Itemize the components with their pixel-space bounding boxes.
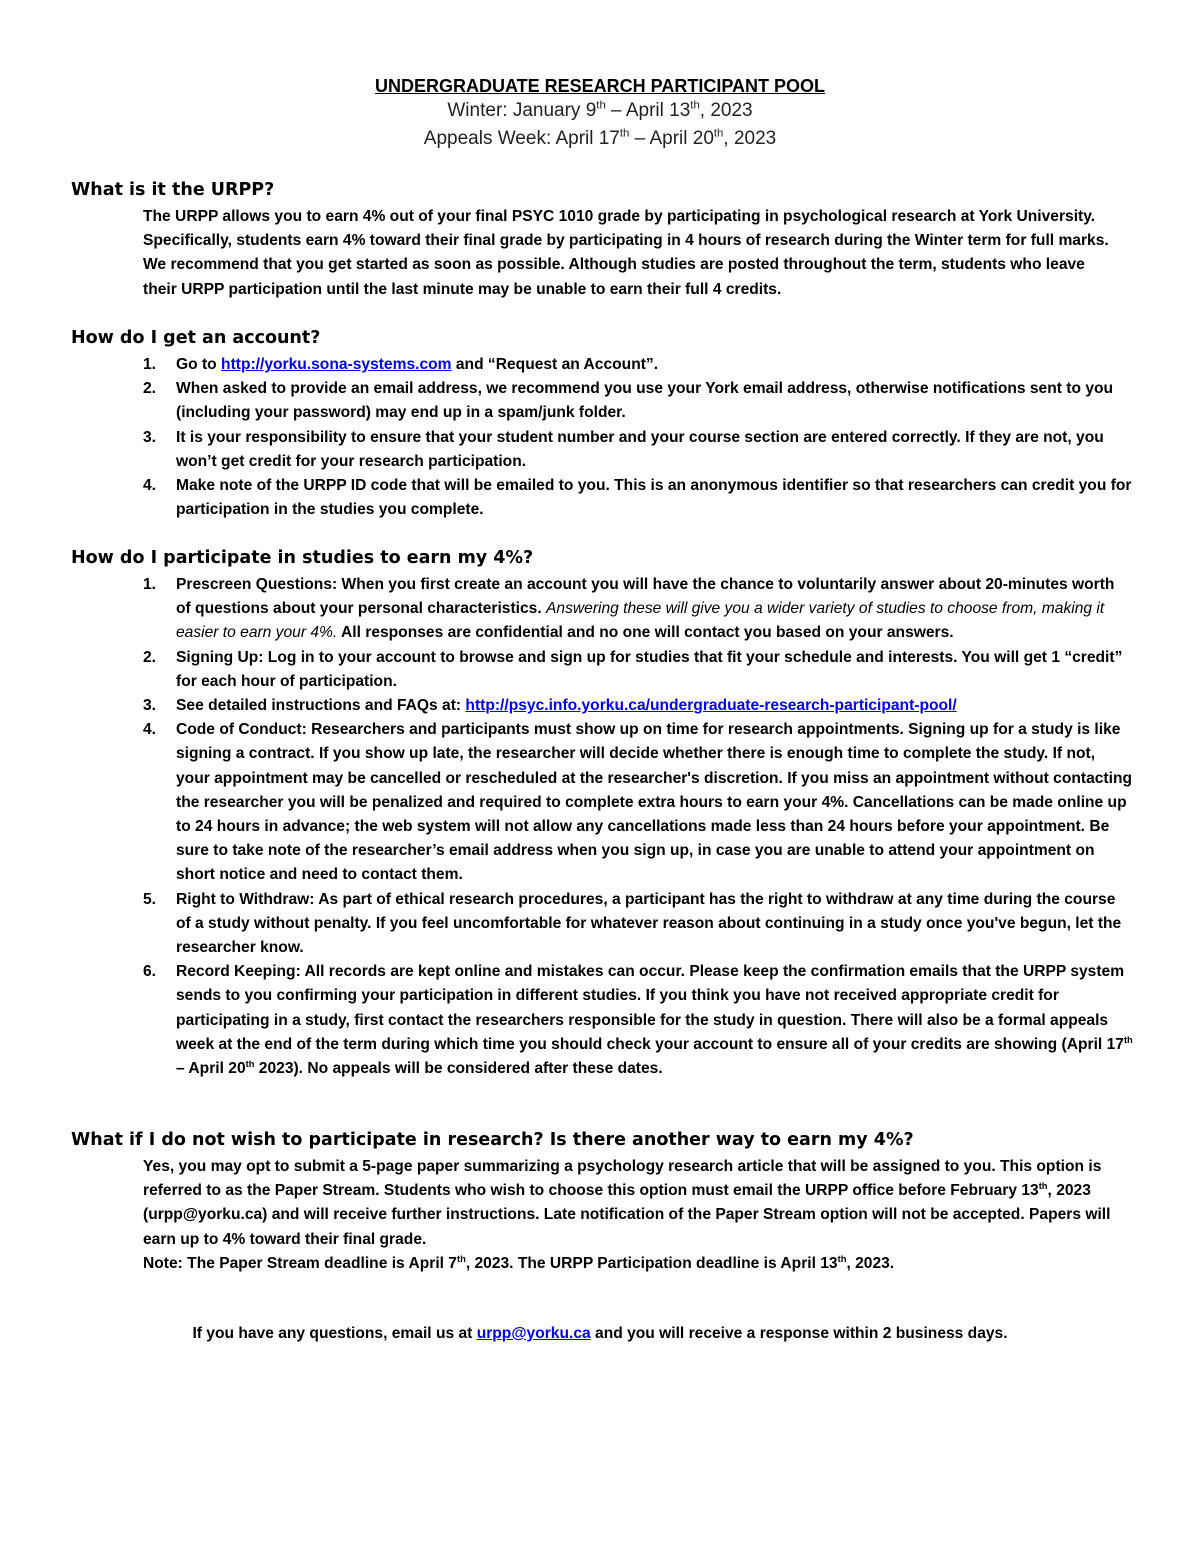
paragraph: The URPP allows you to earn 4% out of your final PSYC 1010 grade by participating in psychological research at York University. Specifically, students earn 4% toward their final grade by participating in 4 hours of research during the Winter term for full marks. We recommend that you get started as soon as possible. Although studies are posted throughout the term, students who leave their URPP participation until the last minute may be unable to earn their full 4 credits. — [143, 208, 1109, 298]
section-heading-what-is-urpp: What is it the URPP? — [71, 180, 275, 200]
list-item: 4. Code of Conduct: Researchers and participants must show up on time for research appointments. Signing up for a study is like signing a contract. If you show up late, the researcher will decide whether there is enough time to complete the study. If not, your appointment may be cancelled or rescheduled at the researcher's discretion. If you miss an appointment without contacting the researcher you will be penalized and required to complete extra hours to earn your 4%. Cancellations can be made online up to 24 hours in advance; the web system will not allow any cancellations made less than 24 hours before your appointment. Be sure to take note of the researcher’s email address when you sign up, in case you are unable to attend your appointment on short notice and need to contact them. — [143, 721, 1133, 884]
document-title: UNDERGRADUATE RESEARCH PARTICIPANT POOL — [374, 76, 825, 96]
section-body-paper-stream — [143, 1155, 1118, 1276]
contact-footer: If you have any questions, email us at urpp@yorku.ca and you will receive a response within 2 business days. — [192, 1325, 1008, 1342]
appeals-week-dates: Appeals Week: April 17th – April 20th, 2023 — [423, 127, 777, 149]
section-heading-get-account: How do I get an account? — [71, 328, 321, 348]
list-item: 3. It is your responsibility to ensure that your student number and your course section are entered correctly. If they are not, you won’t get credit for your research participation. — [143, 428, 1104, 470]
list-item: 1. Prescreen Questions: When you first create an account you will have the chance to voluntarily answer about 20-minutes worth of questions about your personal characteristics. Answering these will give you a wider variety of studies to choose from, making it easier to earn your 4%. All responses are confidential and no one will contact you based on your answers. — [143, 576, 1115, 642]
participation-steps-list — [143, 573, 1133, 1081]
deadline-note: Note: The Paper Stream deadline is April 7th, 2023. The URPP Participation deadline is April 13th, 2023. — [143, 1253, 895, 1272]
list-item: 6. Record Keeping: All records are kept online and mistakes can occur. Please keep the confirmation emails that the URPP system sends to you confirming your participation in different studies. If you think you have not received appropriate credit for participating in a study, first contact the researchers responsible for the study in question. There will also be a formal appeals week at the end of the term during which time you should check your account to ensure all of your credits are showing (April 17th – April 20th 2023). No appeals will be considered after these dates. — [143, 963, 1133, 1078]
sona-systems-link[interactable]: http://yorku.sona-systems.com — [221, 356, 452, 373]
section-body-what-is-urpp — [143, 205, 1118, 302]
urpp-email-link[interactable]: urpp@yorku.ca — [476, 1325, 591, 1342]
section-heading-alternative: What if I do not wish to participate in research? Is there another way to earn my 4%? — [71, 1130, 914, 1150]
list-item: 3. See detailed instructions and FAQs at: http://psyc.info.yorku.ca/undergraduate-research-participant-pool/ — [143, 697, 957, 715]
list-item: 5. Right to Withdraw: As part of ethical research procedures, a participant has the right to withdraw at any time during the course of a study without penalty. If you feel uncomfortable for whatever reason about continuing in a study once you've begun, let the researcher know. — [143, 890, 1122, 957]
list-item: 1. Go to http://yorku.sona-systems.com and “Request an Account”. — [143, 356, 659, 373]
faq-instructions-link[interactable]: http://psyc.info.yorku.ca/undergraduate-research-participant-pool/ — [465, 697, 957, 715]
paragraph: Yes, you may opt to submit a 5-page paper summarizing a psychology research article that will be assigned to you. This option is referred to as the Paper Stream. Students who wish to choose this option must email the URPP office before February 13th, 2023 (urpp@yorku.ca) and will receive further instructions. Late notification of the Paper Stream option will not be accepted. Papers will earn up to 4% toward their final grade. — [143, 1158, 1111, 1248]
account-steps-list — [143, 353, 1133, 522]
list-item: 2. Signing Up: Log in to your account to browse and sign up for studies that fit your schedule and interests. You will get 1 “credit” for each hour of participation. — [143, 648, 1123, 690]
term-dates: Winter: January 9th – April 13th, 2023 — [447, 99, 753, 121]
list-item: 2. When asked to provide an email address, we recommend you use your York email address, otherwise notifications sent to you (including your password) may end up in a spam/junk folder. — [143, 380, 1114, 422]
list-item: 4. Make note of the URPP ID code that will be emailed to you. This is an anonymous identifier so that researchers can credit you for participation in the studies you complete. — [143, 477, 1132, 519]
section-heading-participate: How do I participate in studies to earn my 4%? — [71, 548, 534, 568]
